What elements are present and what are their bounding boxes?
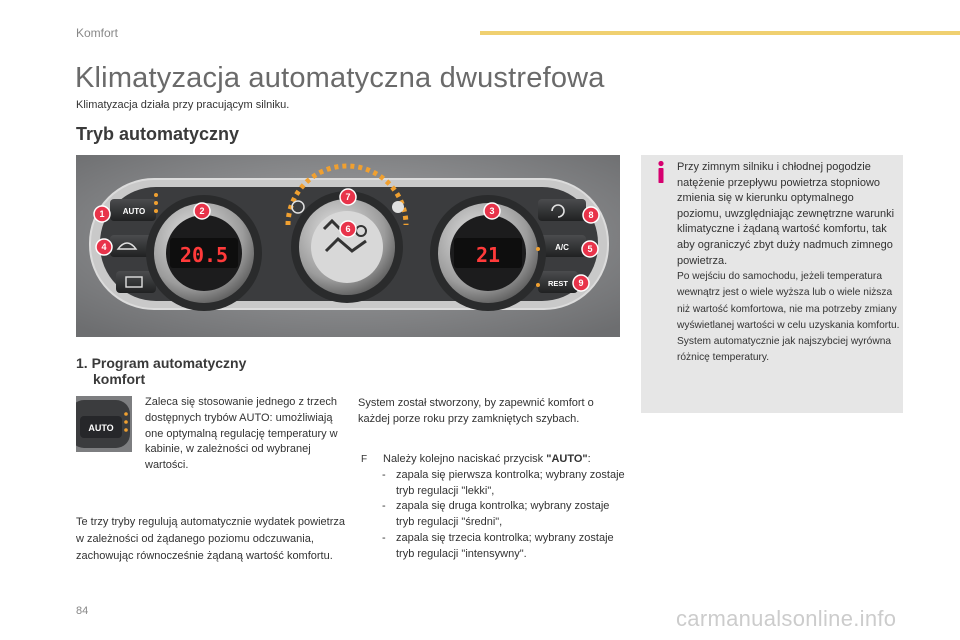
info-text bbox=[677, 160, 901, 366]
page-title: Klimatyzacja automatyczna dwustrefowa bbox=[75, 62, 605, 94]
intro-text: Klimatyzacja działa przy pracującym silniku. bbox=[76, 99, 290, 111]
list-item: - zapala się druga kontrolka; wybrany zostaje tryb regulacji "średni", bbox=[382, 500, 610, 529]
auto-modes-note: Te trzy tryby regulują automatycznie wydatek powietrza w zależności od żądanego poziomu odczuwania, zachowując równocześnie żądaną wartość komfortu. bbox=[76, 516, 346, 563]
panel-display-left: 20.5 bbox=[179, 243, 229, 267]
list-item: - zapala się trzecia kontrolka; wybrany zostaje tryb regulacji "intensywny". bbox=[382, 531, 614, 560]
callout-1: 1 bbox=[99, 209, 105, 219]
auto-button-thumbnail bbox=[76, 396, 132, 452]
auto-modes-text: Zaleca się stosowanie jednego z trzech dostępnych trybów AUTO: umożliwiają one optymalną regulację temperatury w kabinie, w zależności od wybranej wartości. bbox=[145, 396, 338, 472]
page-number: 84 bbox=[76, 605, 89, 617]
info-paragraph-1: Przy zimnym silniku i chłodnej pogodzie natężenie przepływu powietrza stopniowo zmienia się w kierunku optymalnego poziomu, uwzględniając zewnętrzne warunki klimatyczne i żądaną wartość komfortu, tak aby ograniczyć zbyt duży nadmuch zimnego powietrza. bbox=[677, 161, 895, 267]
callout-2: 2 bbox=[199, 206, 205, 216]
callout-3: 3 bbox=[489, 206, 495, 216]
auto-steps bbox=[358, 452, 628, 563]
header-rule bbox=[480, 31, 960, 35]
callout-6: 6 bbox=[345, 224, 351, 234]
callout-7: 7 bbox=[345, 192, 351, 202]
lead-button: "AUTO" bbox=[546, 453, 588, 465]
info-icon bbox=[654, 160, 668, 184]
lead-text: Należy kolejno naciskać przycisk bbox=[383, 453, 547, 465]
callout-5: 5 bbox=[587, 244, 593, 254]
program-heading-line2: komfort bbox=[93, 371, 146, 387]
list-item-text: zapala się druga kontrolka; wybrany zostaje tryb regulacji "średni", bbox=[396, 500, 610, 529]
panel-rest-label: REST bbox=[547, 279, 569, 288]
program-heading bbox=[76, 355, 246, 387]
callout-4: 4 bbox=[101, 242, 107, 252]
info-paragraph-2: Po wejściu do samochodu, jeżeli temperatura wewnątrz jest o wiele wyższa lub o wiele niższa niż wartość komfortowa, nie ma potrzeby zmiany wyświetlanej wartości w celu uzyskania komfortu. System automatycznie jak najszybciej wyrówna różnicę temperatury. bbox=[677, 271, 900, 364]
system-text: System został stworzony, by zapewnić komfort o każdej porze roku przy zamkniętych szybach. bbox=[358, 397, 594, 425]
program-heading-line1: 1. Program automatyczny bbox=[76, 355, 247, 371]
list-item-text: zapala się trzecia kontrolka; wybrany zostaje tryb regulacji "intensywny". bbox=[396, 531, 614, 560]
panel-display-right: 21 bbox=[475, 243, 501, 267]
bullet-marker: F bbox=[361, 454, 368, 465]
auto-steps-lead bbox=[358, 452, 628, 468]
list-item: - zapala się pierwsza kontrolka; wybrany zostaje tryb regulacji "lekki", bbox=[382, 468, 625, 497]
list-item-text: zapala się pierwsza kontrolka; wybrany zostaje tryb regulacji "lekki", bbox=[396, 468, 625, 497]
callout-8: 8 bbox=[588, 210, 594, 220]
panel-ac-label: A/C bbox=[555, 243, 569, 252]
section-heading: Tryb automatyczny bbox=[76, 124, 240, 144]
thumb-auto-label: AUTO bbox=[88, 423, 114, 433]
watermark: carmanualsonline.info bbox=[676, 606, 897, 631]
section-label: Komfort bbox=[76, 26, 119, 40]
panel-auto-label: AUTO bbox=[122, 207, 146, 216]
callout-9: 9 bbox=[578, 278, 584, 288]
lead-end: : bbox=[587, 453, 591, 465]
climate-control-panel bbox=[76, 155, 620, 337]
